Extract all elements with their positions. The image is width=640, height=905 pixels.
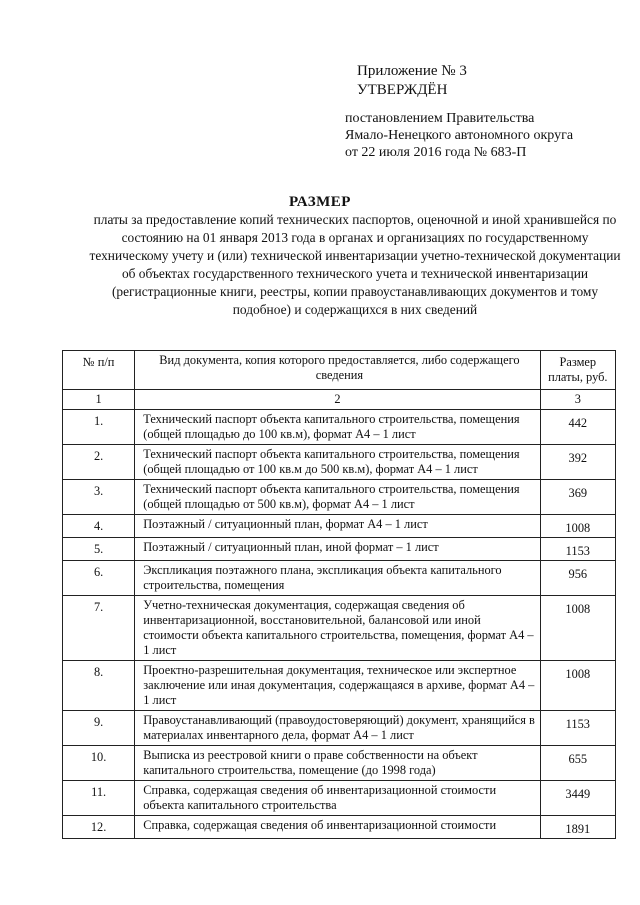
table-row <box>63 816 616 839</box>
row-document: Справка, содержащая сведения об инвентаризационной стоимости <box>135 816 540 839</box>
column-number-1: 1 <box>63 390 135 410</box>
row-fee: 392 <box>540 445 615 480</box>
row-number: 12. <box>63 816 135 839</box>
row-document: Технический паспорт объекта капитального строительства, помещения (общей площадью до 100 кв.м), формат А4 – 1 лист <box>135 410 540 445</box>
table-row <box>63 538 616 561</box>
approval-line-3: от 22 июля 2016 года № 683-П <box>345 145 527 160</box>
row-number: 6. <box>63 561 135 596</box>
table-row <box>63 596 616 661</box>
column-number-3: 3 <box>540 390 615 410</box>
row-fee: 1008 <box>540 661 615 711</box>
table-row <box>63 746 616 781</box>
approval-line-2: Ямало-Ненецкого автономного округа <box>345 128 574 143</box>
row-number: 9. <box>63 711 135 746</box>
row-document: Выписка из реестровой книги о праве собственности на объект капитального строительства, помещение (до 1998 года) <box>135 746 540 781</box>
row-document: Поэтажный / ситуационный план, формат А4 – 1 лист <box>135 515 540 538</box>
table-row <box>63 515 616 538</box>
row-number: 4. <box>63 515 135 538</box>
row-fee: 1008 <box>540 596 615 661</box>
row-document: Справка, содержащая сведения об инвентаризационной стоимости объекта капитального строительства <box>135 781 540 816</box>
row-fee: 3449 <box>540 781 615 816</box>
approved-label: УТВЕРЖДЁН <box>357 82 448 98</box>
row-fee: 1891 <box>540 816 615 839</box>
row-document: Технический паспорт объекта капитального строительства, помещения (общей площадью от 500 кв.м), формат А4 – 1 лист <box>135 480 540 515</box>
row-document: Поэтажный / ситуационный план, иной формат – 1 лист <box>135 538 540 561</box>
row-number: 11. <box>63 781 135 816</box>
row-document: Экспликация поэтажного плана, экспликация объекта капитального строительства, помещения <box>135 561 540 596</box>
table-row <box>63 661 616 711</box>
row-fee: 956 <box>540 561 615 596</box>
header-document-type: Вид документа, копия которого предоставляется, либо содержащего сведения <box>135 351 540 390</box>
row-number: 7. <box>63 596 135 661</box>
row-fee: 442 <box>540 410 615 445</box>
approval-line-1: постановлением Правительства <box>345 111 535 126</box>
table-row <box>63 781 616 816</box>
row-number: 10. <box>63 746 135 781</box>
row-number: 2. <box>63 445 135 480</box>
approval-block <box>345 110 573 161</box>
row-number: 8. <box>63 661 135 711</box>
row-document: Технический паспорт объекта капитального строительства, помещения (общей площадью от 100 кв.м до 500 кв.м), формат А4 – 1 лист <box>135 445 540 480</box>
row-fee: 1008 <box>540 515 615 538</box>
appendix-block <box>357 62 467 100</box>
row-fee: 655 <box>540 746 615 781</box>
row-fee: 1153 <box>540 711 615 746</box>
fee-table <box>62 350 616 839</box>
header-fee: Размер платы, руб. <box>540 351 615 390</box>
appendix-number: Приложение № 3 <box>357 63 467 79</box>
row-number: 5. <box>63 538 135 561</box>
table-row <box>63 445 616 480</box>
table-row <box>63 480 616 515</box>
column-number-2: 2 <box>135 390 540 410</box>
row-fee: 369 <box>540 480 615 515</box>
row-document: Проектно-разрешительная документация, техническое или экспертное заключение или иная документация, содержащаяся в архиве, формат А4 – 1 лист <box>135 661 540 711</box>
table-row <box>63 711 616 746</box>
row-number: 3. <box>63 480 135 515</box>
row-document: Учетно-техническая документация, содержащая сведения об инвентаризационной, восстановительной, балансовой или иной стоимости объекта капитального строительства, помещения, формат А4 – 1 лист <box>135 596 540 661</box>
document-subtitle: платы за предоставление копий технических паспортов, оценочной и иной хранившейся по состоянию на 01 января 2013 года в органах и организациях по государственному техническому учету и (или) технической инвентаризации учетно-технической документации об объектах государственного технического учета и технической инвентаризации (регистрационные книги, реестры, копии правоустанавливающих документов и тому подобное) и содержащихся в них сведений <box>89 212 621 317</box>
table-row <box>63 561 616 596</box>
row-number: 1. <box>63 410 135 445</box>
table-header-row <box>63 351 616 390</box>
column-numbers-row <box>63 390 616 410</box>
document-title: РАЗМЕР <box>289 194 351 210</box>
table-row <box>63 410 616 445</box>
row-document: Правоустанавливающий (правоудостоверяющий) документ, хранящийся в материалах инвентарного дела, формат А4 – 1 лист <box>135 711 540 746</box>
row-fee: 1153 <box>540 538 615 561</box>
header-number: № п/п <box>63 351 135 390</box>
